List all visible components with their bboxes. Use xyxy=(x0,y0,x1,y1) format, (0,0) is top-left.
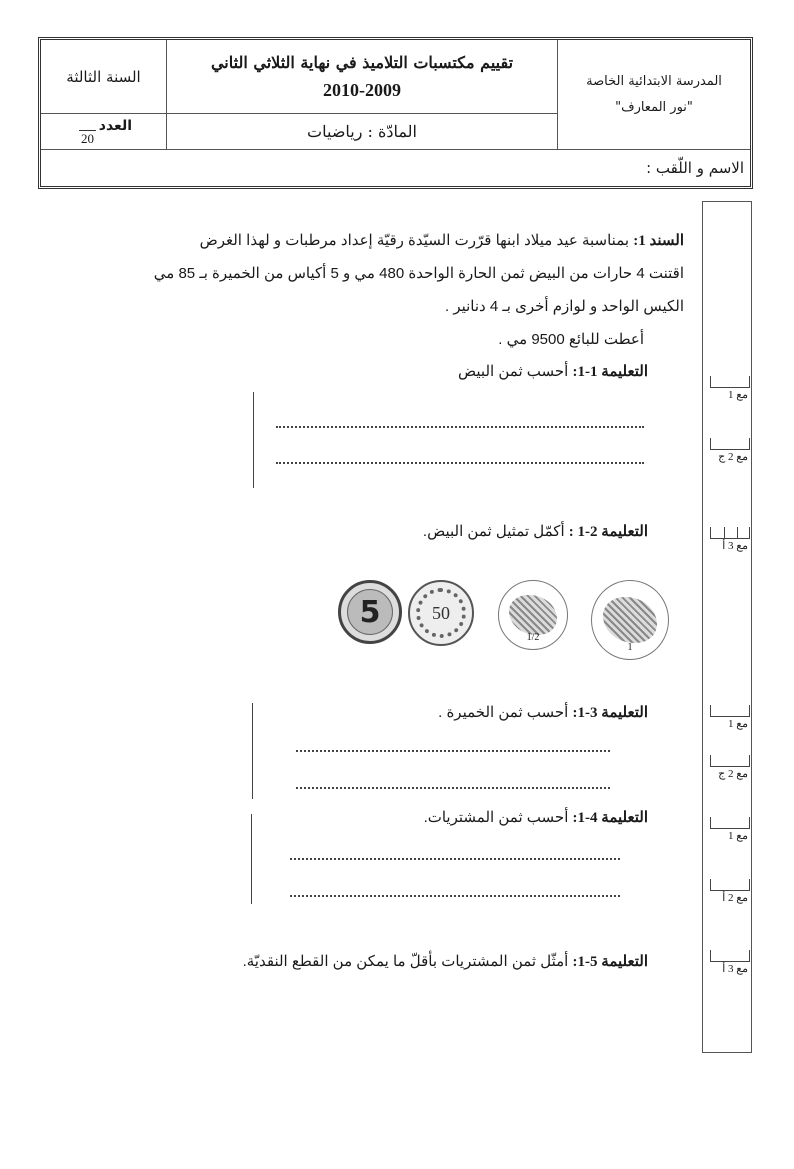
score-bracket xyxy=(710,817,750,829)
answer-line[interactable] xyxy=(290,858,620,862)
instruction-label: التعليمة 1-1: xyxy=(572,364,648,380)
criterion-box[interactable] xyxy=(710,705,750,730)
criterion-box[interactable] xyxy=(710,879,750,904)
support-line-3: الكيس الواحد و لوازم أخرى بـ 4 دنانير . xyxy=(444,298,684,315)
score-bracket xyxy=(710,376,750,388)
criterion-box[interactable] xyxy=(710,755,750,780)
answer-line[interactable] xyxy=(276,426,644,430)
answer-line[interactable] xyxy=(276,462,644,466)
instruction-1-1: التعليمة 1-1: أحسب ثمن البيض xyxy=(458,363,648,380)
score-bracket xyxy=(710,705,750,717)
exam-title-cell xyxy=(167,40,558,114)
score-bracket xyxy=(710,438,750,450)
score-bracket xyxy=(710,755,750,767)
instruction-1-3: التعليمة 3-1: أحسب ثمن الخميرة . xyxy=(438,704,648,721)
coin-50-millimes-icon: 50 xyxy=(408,580,474,646)
subject-cell xyxy=(167,114,558,150)
instruction-label: التعليمة 2-1 : xyxy=(568,524,648,540)
score-bracket xyxy=(710,879,750,891)
grade-cell xyxy=(41,114,167,150)
support-line-1: السند 1: بمناسبة عيد ميلاد ابنها قرّرت السيّدة رقيّة إعداد مرطبات و لهذا الغرض xyxy=(199,232,684,249)
answer-margin-line xyxy=(253,392,254,488)
support-line-2: اقتنت 4 حارات من البيض ثمن الحارة الواحدة 480 مي و 5 أكياس من الخميرة بـ 85 مي xyxy=(153,265,684,282)
support-line-4: أعطت للبائع 9500 مي . xyxy=(498,331,644,348)
criterion-label: مع 2 ج xyxy=(718,768,748,780)
criterion-label: مع 1 xyxy=(728,830,748,842)
instruction-1-4: التعليمة 4-1: أحسب ثمن المشتريات. xyxy=(423,809,648,826)
criterion-label: مع 2 أ xyxy=(722,892,748,904)
score-bracket xyxy=(710,527,750,539)
criterion-label: مع 3 أ xyxy=(722,963,748,975)
exam-title: تقييم مكتسبات التلاميذ في نهاية الثلاثي الثاني xyxy=(210,52,514,72)
criterion-label: مع 2 ج xyxy=(718,451,748,463)
exam-header-table xyxy=(38,37,753,189)
criterion-box[interactable] xyxy=(710,527,750,552)
school-name-line1: المدرسة الابتدائية الخاصة xyxy=(586,73,722,89)
year-level: السنة الثالثة xyxy=(66,67,141,86)
school-year: 2010-2009 xyxy=(323,79,401,100)
grade-denominator: 20 xyxy=(81,131,94,146)
coins-illustration xyxy=(338,572,673,667)
instruction-label: التعليمة 4-1: xyxy=(572,810,648,826)
answer-line[interactable] xyxy=(290,895,620,899)
answer-margin-line xyxy=(252,703,253,799)
name-label: الاسم و اللّقب : xyxy=(646,159,744,177)
support-label: السند 1: xyxy=(633,233,684,249)
instruction-label: التعليمة 5-1: xyxy=(572,954,648,970)
instruction-label: التعليمة 3-1: xyxy=(572,705,648,721)
criterion-label: مع 1 xyxy=(728,389,748,401)
subject: المادّة : رياضيات xyxy=(307,122,417,141)
score-bracket xyxy=(710,950,750,962)
school-name-cell xyxy=(558,40,750,150)
school-name-line2: "نور المعارف" xyxy=(615,99,693,115)
instruction-1-2: التعليمة 2-1 : أكمّل تمثيل ثمن البيض. xyxy=(422,523,648,540)
criterion-box[interactable] xyxy=(710,817,750,842)
criterion-box[interactable] xyxy=(710,438,750,463)
student-name-field[interactable] xyxy=(41,150,750,186)
coin-5-millimes-icon: 5 xyxy=(338,580,402,644)
answer-line[interactable] xyxy=(296,750,610,754)
criterion-box[interactable] xyxy=(710,376,750,401)
answer-margin-line xyxy=(251,814,252,904)
year-level-cell xyxy=(41,40,167,114)
instruction-1-5: التعليمة 5-1: أمثّل ثمن المشتريات بأقلّ ما يمكن من القطع النقديّة. xyxy=(242,953,648,970)
grade-label: العدد xyxy=(98,118,132,134)
answer-line[interactable] xyxy=(296,787,610,791)
coin-1-dinar-icon: 1 xyxy=(591,580,669,660)
criterion-label: مع 3 أ xyxy=(722,540,748,552)
criterion-label: مع 1 xyxy=(728,718,748,730)
coin-half-dinar-icon: 1/2 xyxy=(498,580,568,650)
criteria-margin-column xyxy=(702,201,752,1053)
criterion-box[interactable] xyxy=(710,950,750,975)
